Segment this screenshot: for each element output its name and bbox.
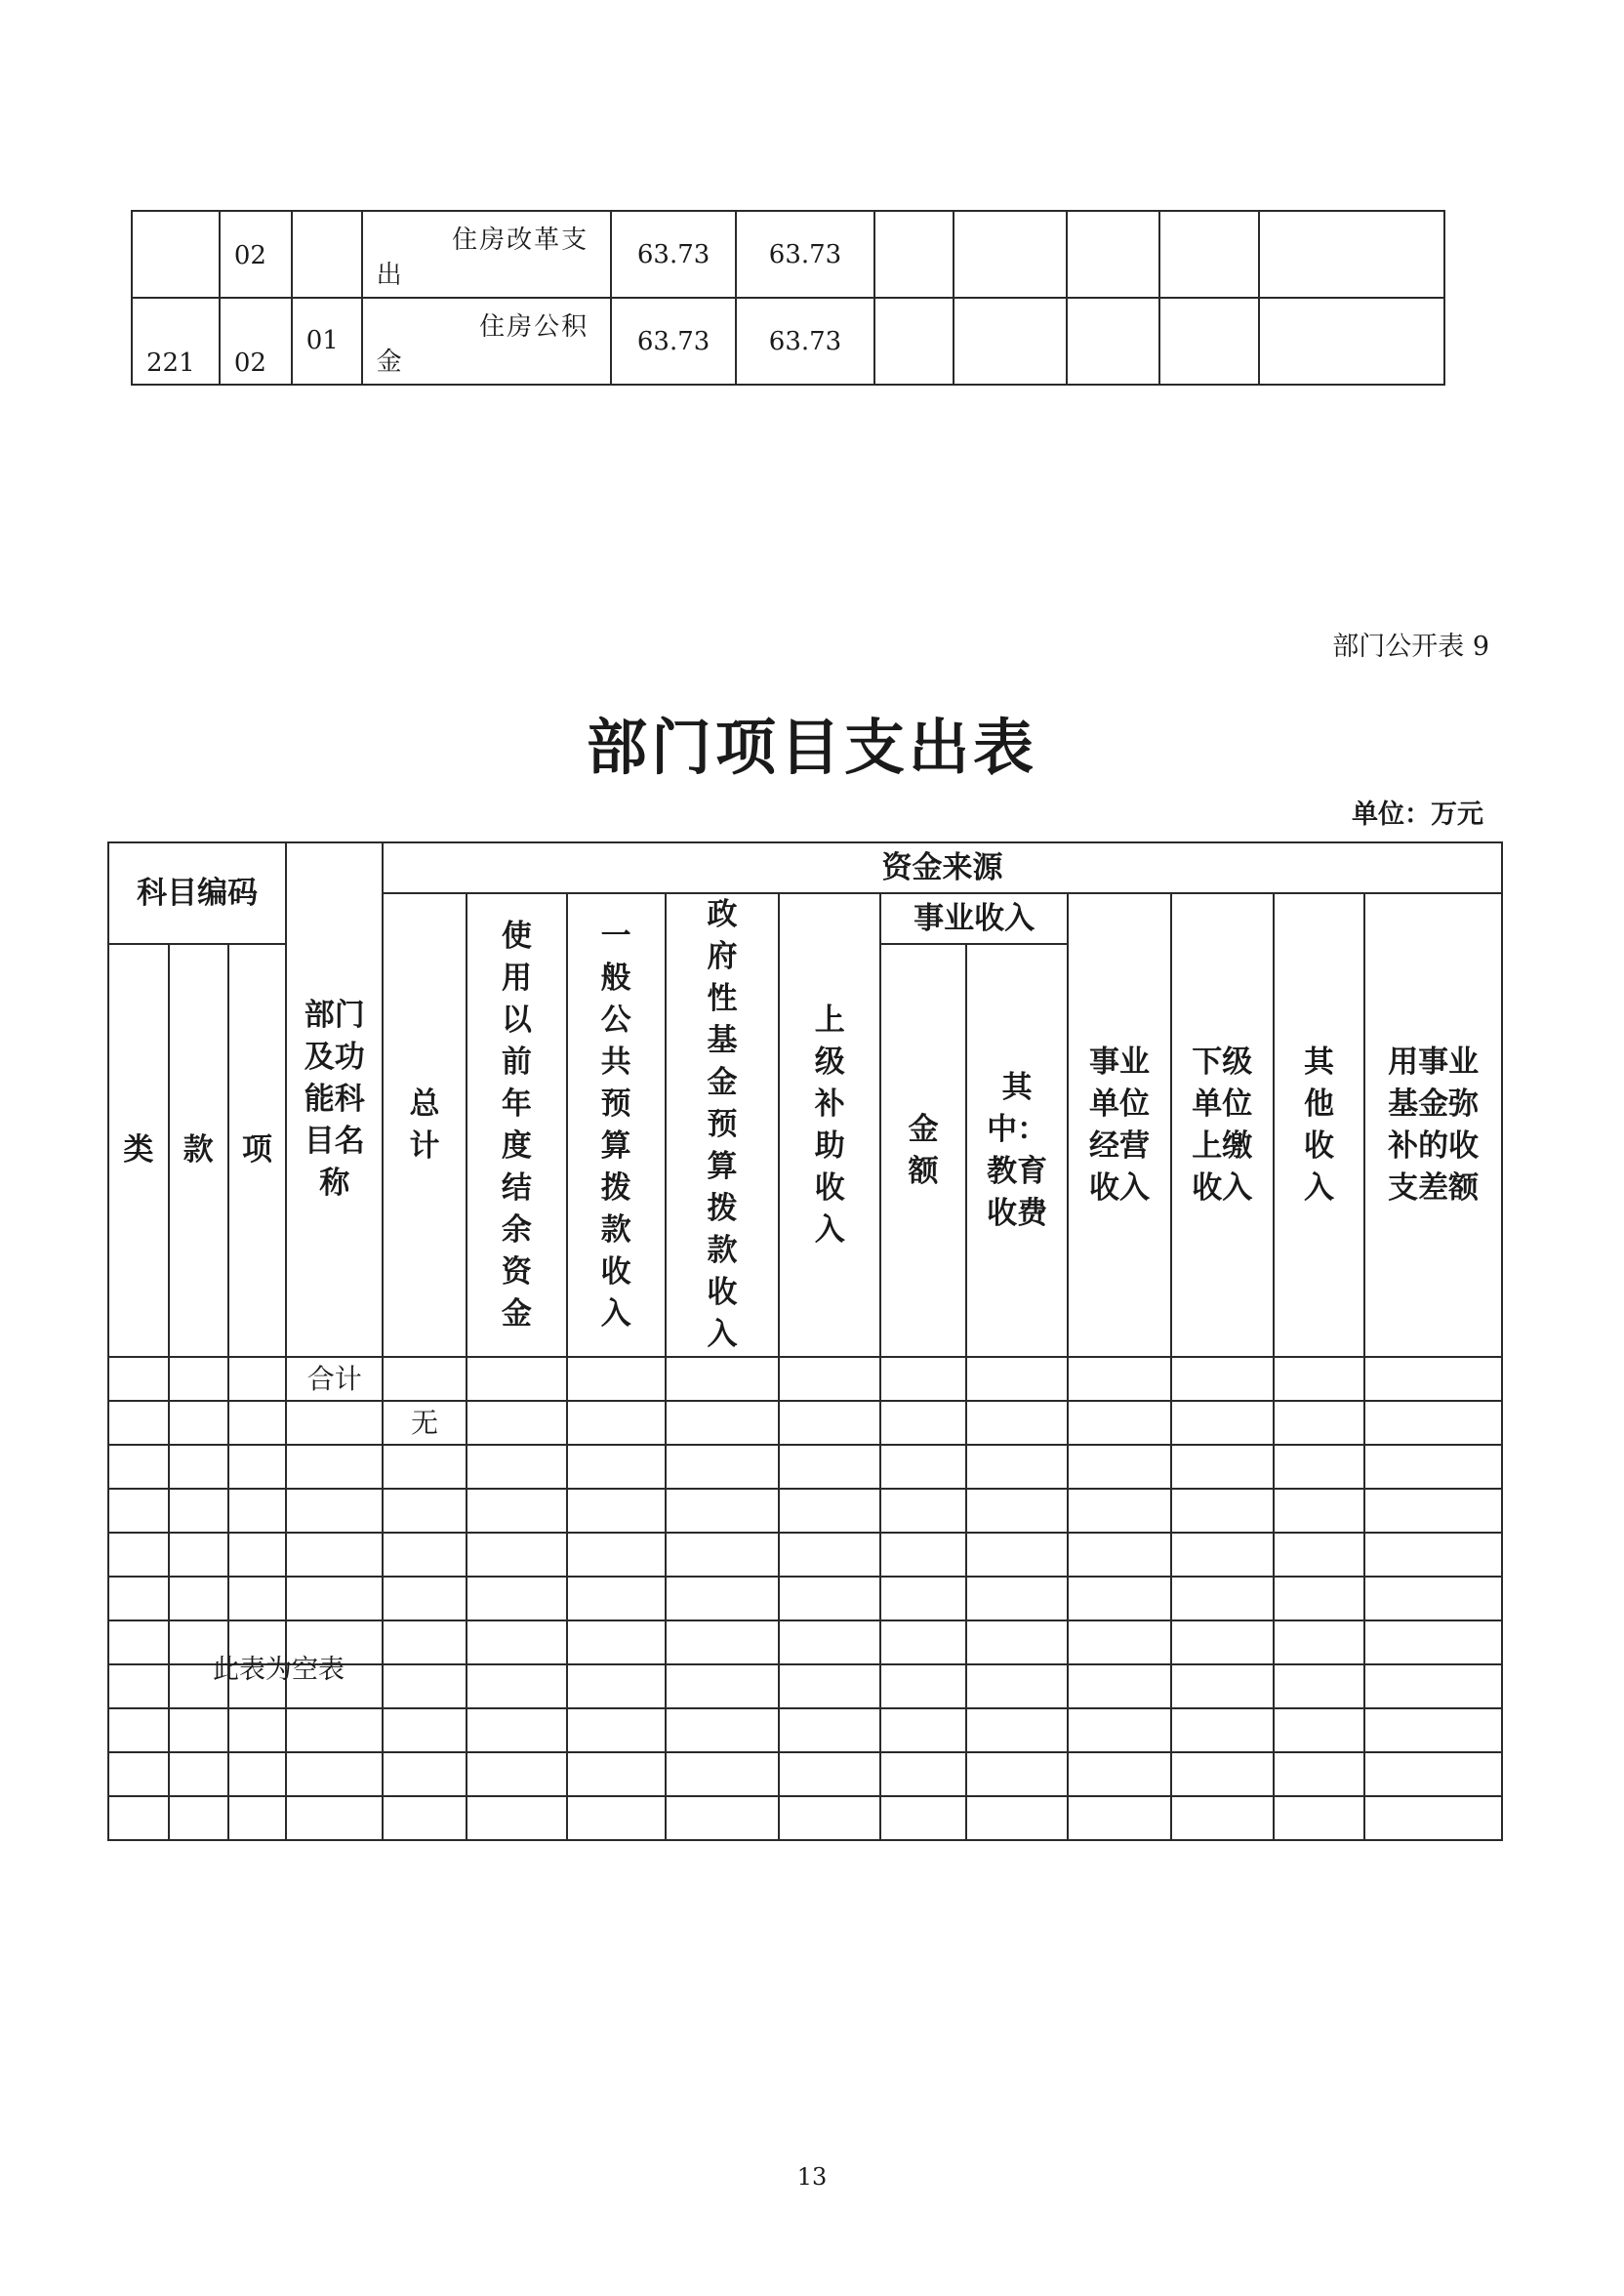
kuan-cell: 02 — [220, 298, 292, 385]
table-row — [108, 1796, 1502, 1840]
prior-balance-header: 使用以前年度结余资金 — [467, 893, 567, 1357]
table-row — [132, 211, 1444, 298]
fund-source-header: 资金来源 — [383, 842, 1502, 893]
xiang-cell — [292, 211, 362, 298]
subject-name-cell: 住房公积 金 — [362, 298, 612, 385]
general-budget-header: 一般公共预算拨款收入 — [567, 893, 666, 1357]
total-cell: 63.73 — [611, 211, 736, 298]
other-income-header: 其他收入 — [1274, 893, 1365, 1357]
of-which-edu-header: 其中：教育收费 — [966, 944, 1068, 1357]
xiang-cell: 01 — [292, 298, 362, 385]
kuan-header: 款 — [169, 944, 228, 1357]
lei-cell — [132, 211, 220, 298]
table-row — [108, 1577, 1502, 1620]
basic-cell: 63.73 — [736, 298, 874, 385]
table-row — [108, 1489, 1502, 1533]
project-expenditure-table — [107, 841, 1503, 1841]
xiang-header: 项 — [228, 944, 287, 1357]
lei-header: 类 — [108, 944, 169, 1357]
fund-offset-header: 用事业基金弥补的收支差额 — [1364, 893, 1502, 1357]
table-row — [108, 1752, 1502, 1796]
total-row-label: 合计 — [286, 1357, 383, 1401]
unit-label: 单位：万元 — [1352, 800, 1483, 830]
page-title: 部门项目支出表 — [586, 712, 1037, 783]
dept-name-header: 部门及功能科目名称 — [286, 842, 383, 1357]
table-row — [108, 1357, 1502, 1401]
gov-fund-header: 政府性基金预算拨款收入 — [666, 893, 780, 1357]
table-row — [108, 1445, 1502, 1489]
lei-cell: 221 — [132, 298, 220, 385]
empty-table-note: 此表为空表 — [213, 1655, 345, 1685]
subordinate-payment-header: 下级单位上缴收入 — [1171, 893, 1274, 1357]
basic-cell: 63.73 — [736, 211, 874, 298]
subject-name-cell: 住房改革支 出 — [362, 211, 612, 298]
table-number-label: 部门公开表 9 — [1332, 632, 1489, 662]
subject-code-header: 科目编码 — [108, 842, 286, 944]
table-row — [108, 1401, 1502, 1445]
superior-subsidy-header: 上级补助收入 — [779, 893, 880, 1357]
table-row — [132, 298, 1444, 385]
none-label: 无 — [383, 1401, 467, 1445]
kuan-cell: 02 — [220, 211, 292, 298]
total-header: 总计 — [383, 893, 467, 1357]
table-row — [108, 1708, 1502, 1752]
amount-header: 金额 — [880, 944, 966, 1357]
business-operating-header: 事业单位经营收入 — [1068, 893, 1171, 1357]
total-cell: 63.73 — [611, 298, 736, 385]
business-income-header: 事业收入 — [880, 893, 1068, 944]
top-continuation-table — [131, 210, 1445, 386]
table-row — [108, 1533, 1502, 1577]
page-number: 13 — [796, 2163, 828, 2191]
